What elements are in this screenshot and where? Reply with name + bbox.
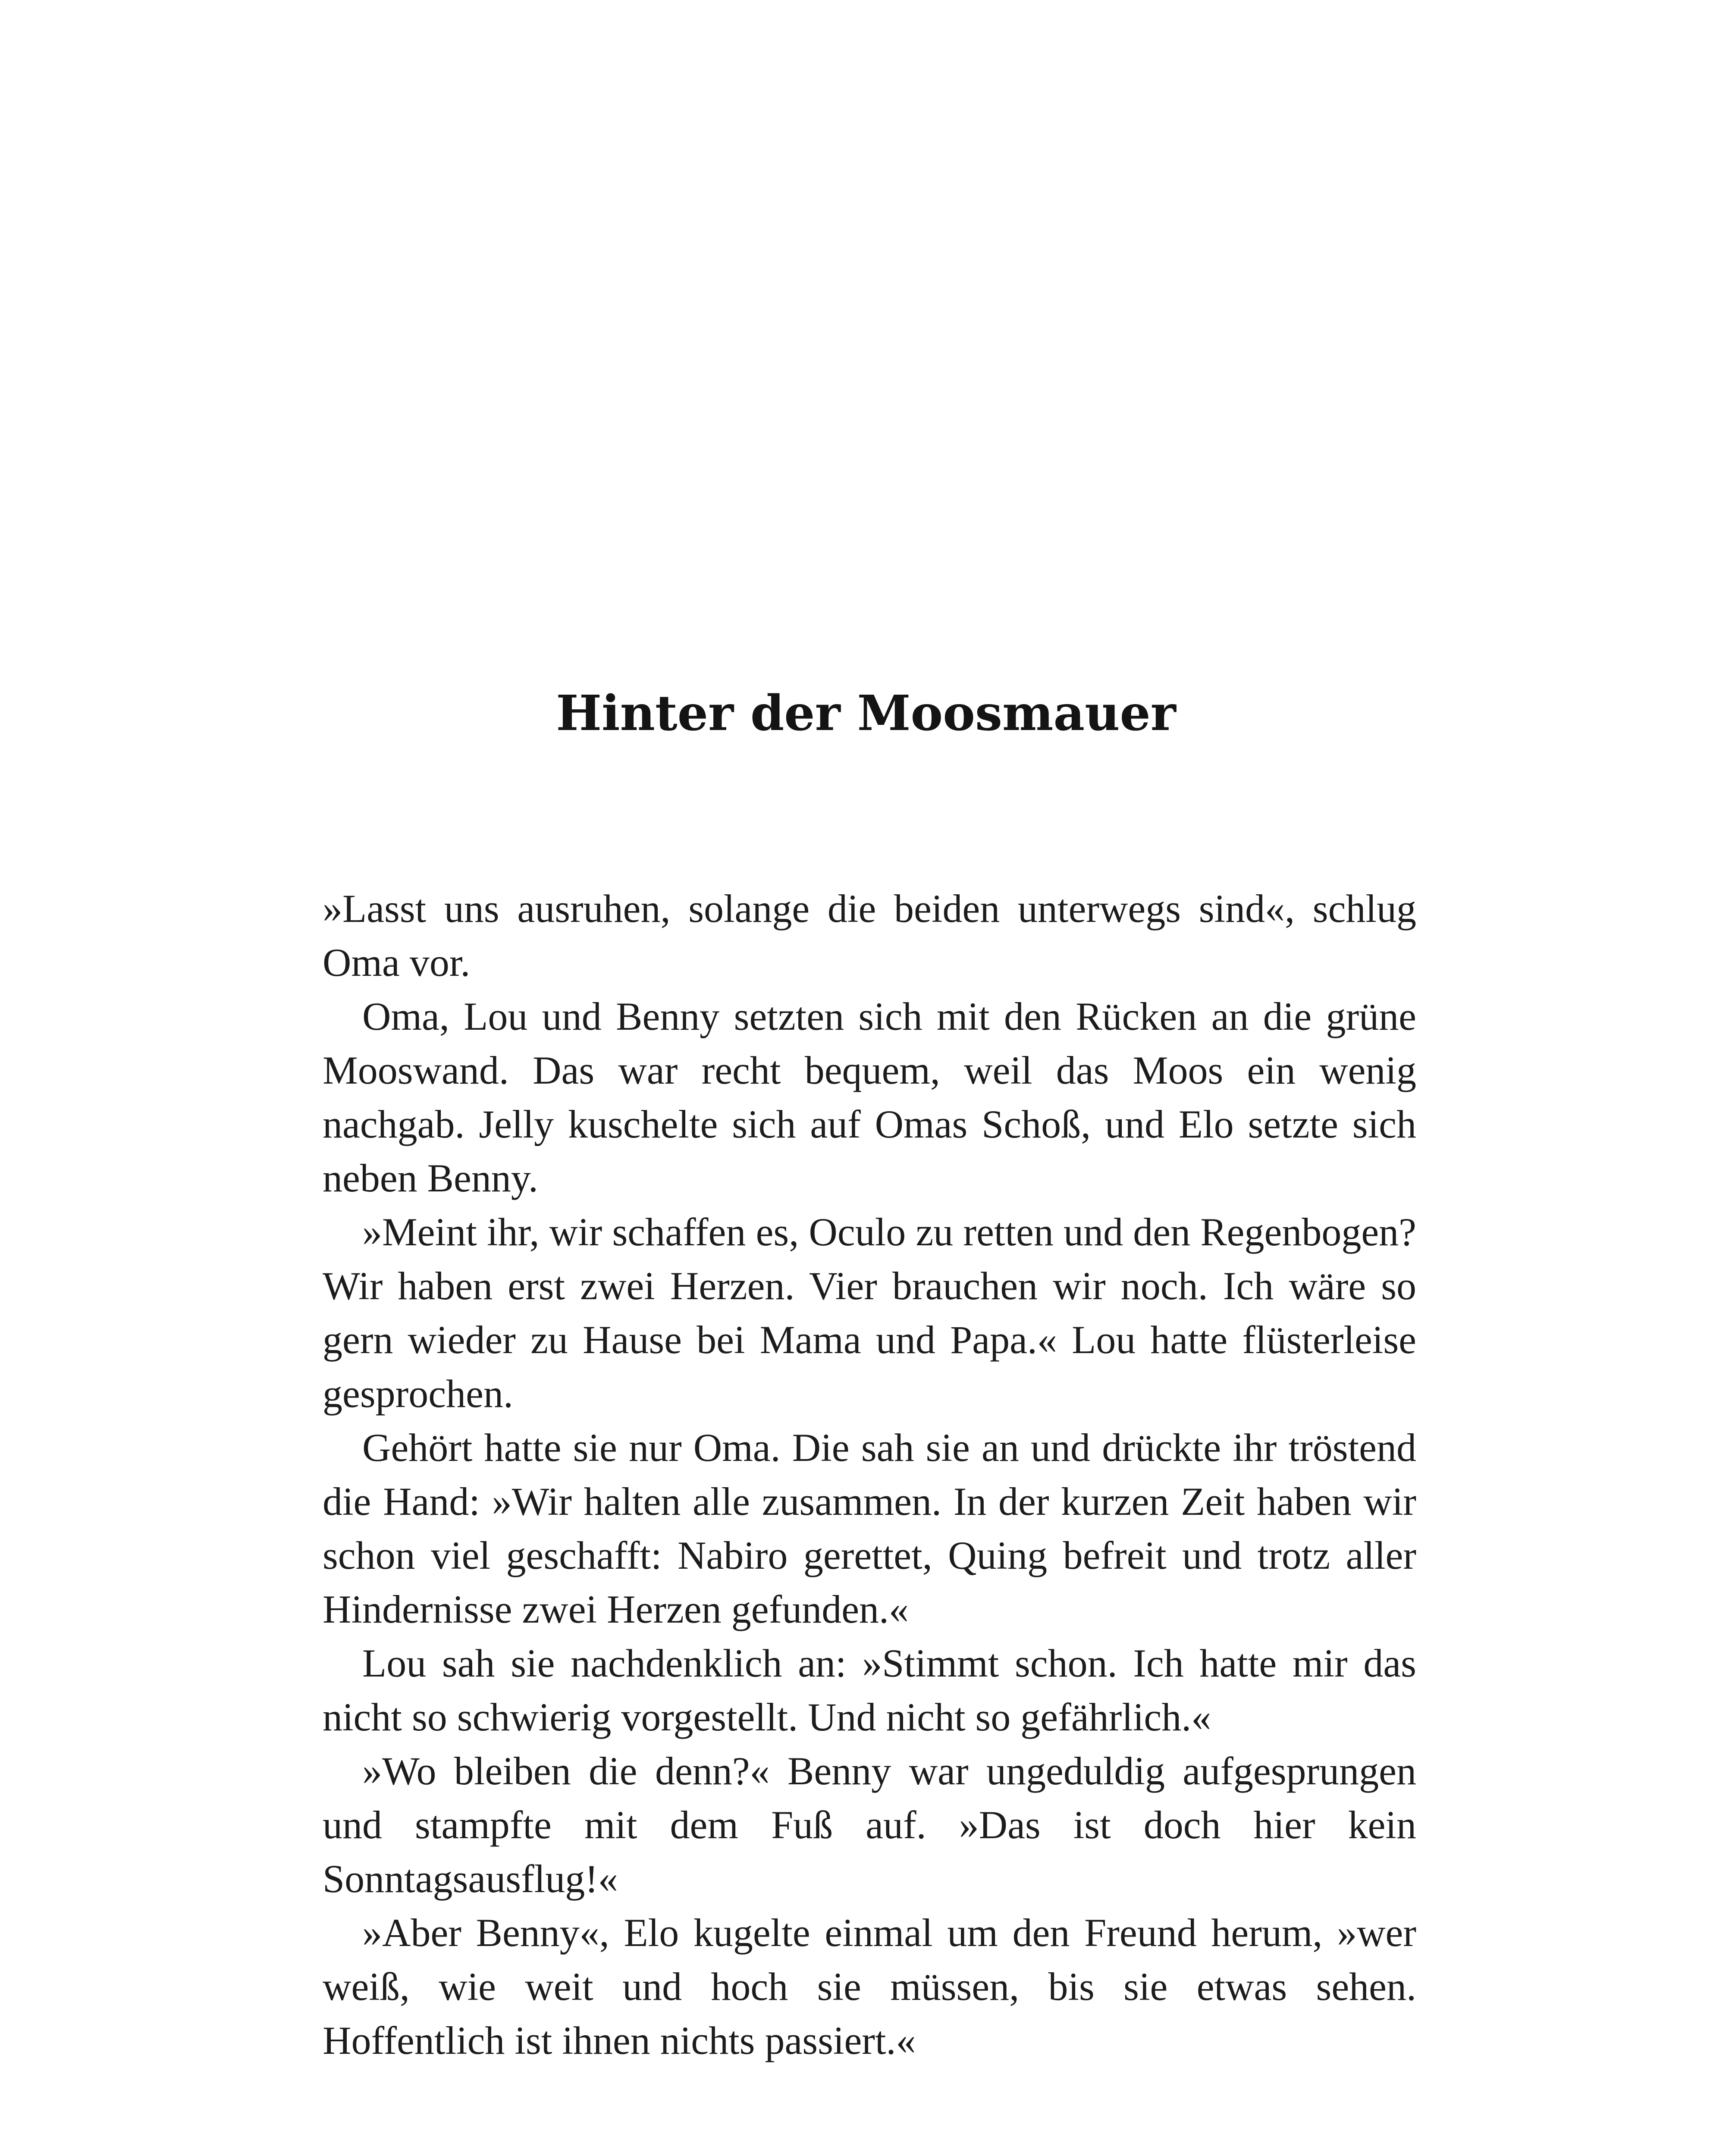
body-text <box>323 882 1416 2068</box>
paragraph: »Meint ihr, wir schaffen es, Oculo zu retten und den Regenbogen? Wir haben erst zwei Herzen. Vier brauchen wir noch. Ich wäre so gern wieder zu Hause bei Mama und Papa.« Lou hatte flüsterleise gesprochen. <box>323 1210 1416 1416</box>
paragraph: Oma, Lou und Benny setzten sich mit den Rücken an die grüne Mooswand. Das war recht bequem, weil das Moos ein wenig nachgab. Jelly kuschelte sich auf Omas Schoß, und Elo setzte sich neben Benny. <box>323 994 1416 1200</box>
chapter-title: Hinter der Moosmauer <box>556 685 1176 742</box>
paragraph: »Wo bleiben die denn?« Benny war ungeduldig aufgesprungen und stampfte mit dem Fuß auf. »Das ist doch hier kein Sonntagsausflug!« <box>323 1749 1416 1901</box>
paragraph: »Lasst uns ausruhen, solange die beiden unterwegs sind«, schlug Oma vor. <box>323 887 1416 984</box>
paragraph: »Aber Benny«, Elo kugelte einmal um den Freund herum, »wer weiß, wie weit und hoch sie müssen, bis sie etwas sehen. Hoffentlich ist ihnen nichts passiert.« <box>323 1911 1416 2062</box>
paragraph: Lou sah sie nachdenklich an: »Stimmt schon. Ich hatte mir das nicht so schwierig vorgestellt. Und nicht so gefährlich.« <box>323 1641 1416 1739</box>
paragraph: Gehört hatte sie nur Oma. Die sah sie an und drückte ihr tröstend die Hand: »Wir halten alle zusammen. In der kurzen Zeit haben wir schon viel geschafft: Nabiro gerettet, Quing befreit und trotz aller Hindernisse zwei Herzen gefunden.« <box>323 1426 1416 1631</box>
